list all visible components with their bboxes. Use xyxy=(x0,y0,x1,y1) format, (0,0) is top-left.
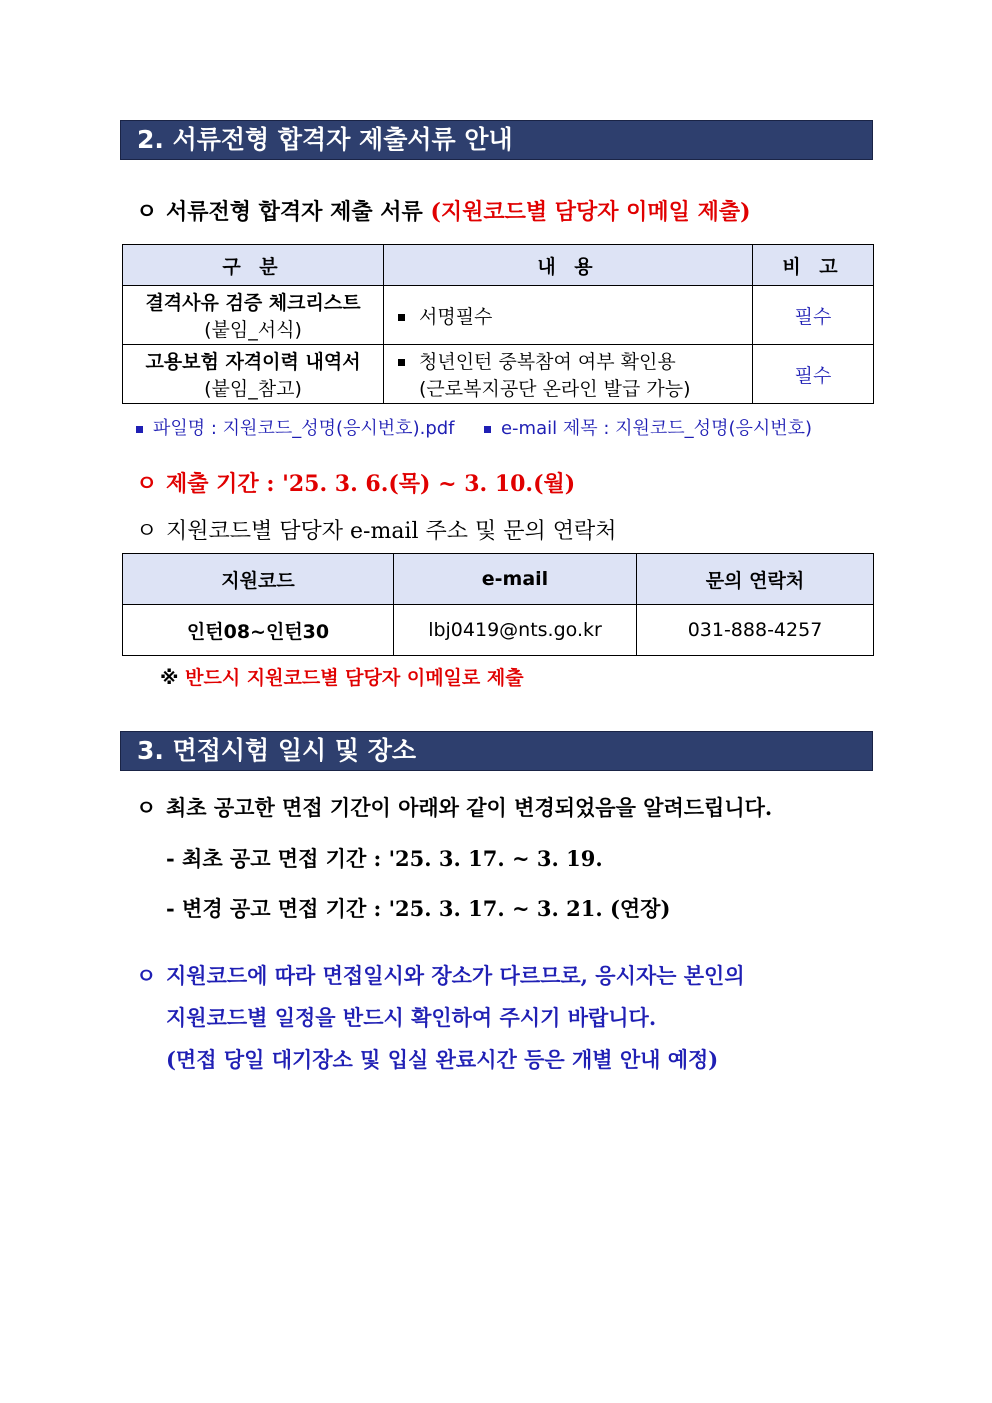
contact-table xyxy=(122,553,874,656)
code-cell: 인턴08~인턴30 xyxy=(123,605,394,656)
interview-change-text: 최초 공고한 면접 기간이 아래와 같이 변경되었음을 알려드립니다. xyxy=(166,795,773,820)
table-header-row xyxy=(123,554,874,605)
table-row xyxy=(123,605,874,656)
doc-name: 고용보험 자격이력 내역서 xyxy=(145,351,361,373)
bullet: ㅇ xyxy=(136,471,158,497)
header-content: 내 용 xyxy=(384,245,753,286)
schedule-notice-1 xyxy=(136,960,745,990)
schedule-notice-text-1: 지원코드에 따라 면접일시와 장소가 다르므로, 응시자는 본인의 xyxy=(166,963,745,988)
submission-docs-line xyxy=(136,195,751,226)
square-bullet-icon xyxy=(398,314,405,321)
header-category: 구 분 xyxy=(123,245,384,286)
contact-title xyxy=(136,514,617,545)
table-row xyxy=(123,286,874,345)
interview-change-line xyxy=(136,792,772,822)
bullet: ㅇ xyxy=(136,519,158,544)
submission-docs-text: 서류전형 합격자 제출 서류 xyxy=(166,199,423,225)
period-text: 제출 기간 : '25. 3. 6.(목) ~ 3. 10.(월) xyxy=(166,471,576,497)
file-email-note xyxy=(136,414,812,440)
email-subject-note: e-mail 제목 : 지원코드_성명(응시번호) xyxy=(500,418,813,439)
section-2-title: 2. 서류전형 합격자 제출서류 안내 xyxy=(120,120,873,160)
doc-sub: (붙임_참고) xyxy=(204,378,302,400)
header-contact: 문의 연락처 xyxy=(637,554,874,605)
section-3-title: 3. 면접시험 일시 및 장소 xyxy=(120,731,873,771)
submission-period xyxy=(136,467,575,498)
doc-sub: (붙임_서식) xyxy=(204,319,302,341)
doc-name: 결격사유 검증 체크리스트 xyxy=(145,292,361,314)
square-bullet-icon xyxy=(136,426,143,433)
bullet: ㅇ xyxy=(136,199,158,225)
notice-line xyxy=(160,663,524,690)
file-name-note: 파일명 : 지원코드_성명(응시번호).pdf xyxy=(153,418,455,439)
doc-name-cell xyxy=(123,286,384,345)
doc-note: 필수 xyxy=(753,286,874,345)
email-cell[interactable]: lbj0419@nts.go.kr xyxy=(394,605,637,656)
bullet: ㅇ xyxy=(136,963,157,988)
square-bullet-icon xyxy=(484,426,491,433)
header-code: 지원코드 xyxy=(123,554,394,605)
header-email: e-mail xyxy=(394,554,637,605)
submission-docs-red: (지원코드별 담당자 이메일 제출) xyxy=(430,199,751,225)
schedule-notice-2: 지원코드별 일정을 반드시 확인하여 주시기 바랍니다. xyxy=(166,1005,657,1030)
changed-period: - 변경 공고 면접 기간 : '25. 3. 17. ~ 3. 21. (연장) xyxy=(166,896,671,921)
notice-text: 반드시 지원코드별 담당자 이메일로 제출 xyxy=(185,667,524,689)
documents-table xyxy=(122,244,874,404)
table-header-row xyxy=(123,245,874,286)
doc-note: 필수 xyxy=(753,345,874,404)
bullet: ㅇ xyxy=(136,795,157,820)
original-period: - 최초 공고 면접 기간 : '25. 3. 17. ~ 3. 19. xyxy=(166,846,603,871)
contact-title-text: 지원코드별 담당자 e-mail 주소 및 문의 연락처 xyxy=(166,519,617,544)
schedule-notice-3: (면접 당일 대기장소 및 입실 완료시간 등은 개별 안내 예정) xyxy=(166,1047,719,1072)
phone-cell: 031-888-4257 xyxy=(637,605,874,656)
doc-content: 서명필수 xyxy=(419,305,493,328)
header-note: 비 고 xyxy=(753,245,874,286)
table-row xyxy=(123,345,874,404)
doc-content-cell xyxy=(384,345,753,404)
square-bullet-icon xyxy=(398,359,405,366)
doc-content-2: (근로복지공단 온라인 발급 가능) xyxy=(419,378,691,400)
doc-content-cell xyxy=(384,286,753,345)
notice-mark: ※ xyxy=(160,667,179,689)
doc-name-cell xyxy=(123,345,384,404)
doc-content: 청년인턴 중복참여 여부 확인용 xyxy=(419,351,676,373)
